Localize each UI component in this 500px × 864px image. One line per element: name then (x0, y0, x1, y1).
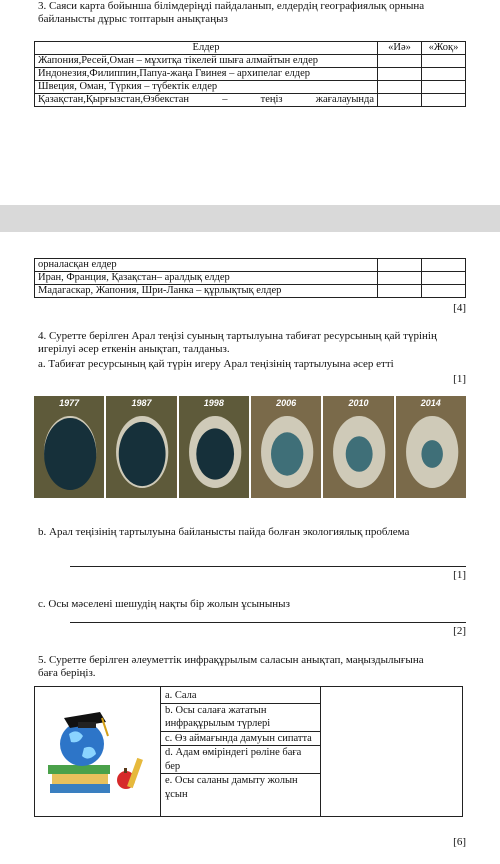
q5-answer-cell[interactable] (321, 687, 463, 817)
table-row (35, 285, 466, 298)
yes-cell[interactable] (378, 94, 422, 107)
year-label: 1977 (59, 398, 80, 408)
page-bottom (0, 232, 500, 864)
q5-item: b. Осы салаға жататын инфрақұрылым түрлері (161, 704, 320, 732)
aral-photo-2010 (323, 396, 393, 498)
no-cell[interactable] (422, 55, 466, 68)
yes-cell[interactable] (378, 55, 422, 68)
page-top (0, 0, 500, 205)
q4c-mark: [2] (453, 625, 466, 637)
q5-image-cell (35, 687, 161, 817)
q3-mark: [4] (453, 302, 466, 314)
header-no: «Жоқ» (422, 42, 466, 55)
q4b-text: b. Арал теңізінің тартылуына байланысты пайда болған экологиялық проблема (38, 526, 410, 538)
row-text: Индонезия,Филиппин,Папуа-жаңа Гвинея – архипелаг елдер (35, 68, 378, 81)
year-label: 2014 (420, 398, 441, 408)
q4a-text: а. Табиғат ресурсының қай түрін игеру Арал теңізінің тартылуына әсер етті (38, 358, 394, 370)
yes-cell[interactable] (378, 81, 422, 94)
table-row (35, 259, 466, 272)
q5-item: а. Сала (161, 689, 320, 704)
q5-item: d. Адам өміріндегі рөліне баға бер (161, 746, 320, 774)
q4-title: 4. Суретте берілген Арал теңізі суының тартылуына табиғат ресурсының қай түрінің игерілуі әсер еткенін анықтап, талданыз. (38, 330, 437, 355)
table-row (35, 81, 466, 94)
aral-photo-1987 (106, 396, 176, 498)
q3-title: 3. Саяси карта бойынша білімдеріңді пайдаланып, елдердің географиялық орнына байланысты дұрыс топтарын анықтаңыз (38, 0, 425, 25)
q4a-mark: [1] (453, 373, 466, 385)
q5-title: 5. Суретте берілген әлеуметтік инфрақұрылым саласын анықтап, маңыздылығына баға беріңіз. (38, 654, 424, 679)
header-yes: «Иә» (378, 42, 422, 55)
year-label: 2006 (276, 398, 297, 408)
header-countries: Елдер (35, 42, 378, 55)
row-text: Қазақстан,Қырғызстан,Өзбекстан – теңіз жағалауында (35, 94, 378, 107)
q4c-answer-line[interactable] (70, 622, 466, 623)
q4b-mark: [1] (453, 569, 466, 581)
q5-item: с. Өз аймағында дамуын сипатта (161, 732, 320, 747)
q5-table (34, 686, 463, 817)
no-cell[interactable] (422, 68, 466, 81)
aral-photo-2006 (251, 396, 321, 498)
q5-items-cell (161, 687, 321, 817)
row-text: Жапония,Ресей,Оман – мұхитқа тікелей шыға алмайтын елдер (35, 55, 378, 68)
q3-table-part1 (34, 41, 466, 107)
table-row (35, 94, 466, 107)
no-cell[interactable] (422, 285, 466, 298)
row-text: Швеция, Оман, Түркия – түбектік елдер (35, 81, 378, 94)
no-cell[interactable] (422, 272, 466, 285)
yes-cell[interactable] (378, 68, 422, 81)
year-label: 2010 (348, 398, 369, 408)
row-text: Иран, Франция, Қазақстан– аралдық елдер (35, 272, 378, 285)
yes-cell[interactable] (378, 285, 422, 298)
aral-photo-strip (34, 396, 466, 498)
q4b-answer-line[interactable] (70, 566, 466, 567)
q3-table-part2 (34, 258, 466, 298)
table-row (35, 55, 466, 68)
no-cell[interactable] (422, 94, 466, 107)
year-label: 1998 (203, 398, 224, 408)
no-cell[interactable] (422, 259, 466, 272)
aral-photo-1998 (179, 396, 249, 498)
table-row (35, 272, 466, 285)
table-row (35, 68, 466, 81)
aral-photo-1977 (34, 396, 104, 498)
q5-item: е. Осы саланы дамыту жолын ұсын (165, 775, 298, 800)
q4c-text: с. Осы мәселені шешудің нақты бір жолын ұсыныныз (38, 598, 290, 610)
row-text: Мадагаскар, Жапония, Шри-Ланка – құрлықтық елдер (35, 285, 378, 298)
yes-cell[interactable] (378, 272, 422, 285)
year-label: 1987 (131, 398, 152, 408)
q5-mark: [6] (453, 836, 466, 848)
yes-cell[interactable] (378, 259, 422, 272)
no-cell[interactable] (422, 81, 466, 94)
aral-photo-2014 (396, 396, 466, 498)
education-globe-icon (36, 688, 160, 816)
row-text: орналасқан елдер (35, 259, 378, 272)
